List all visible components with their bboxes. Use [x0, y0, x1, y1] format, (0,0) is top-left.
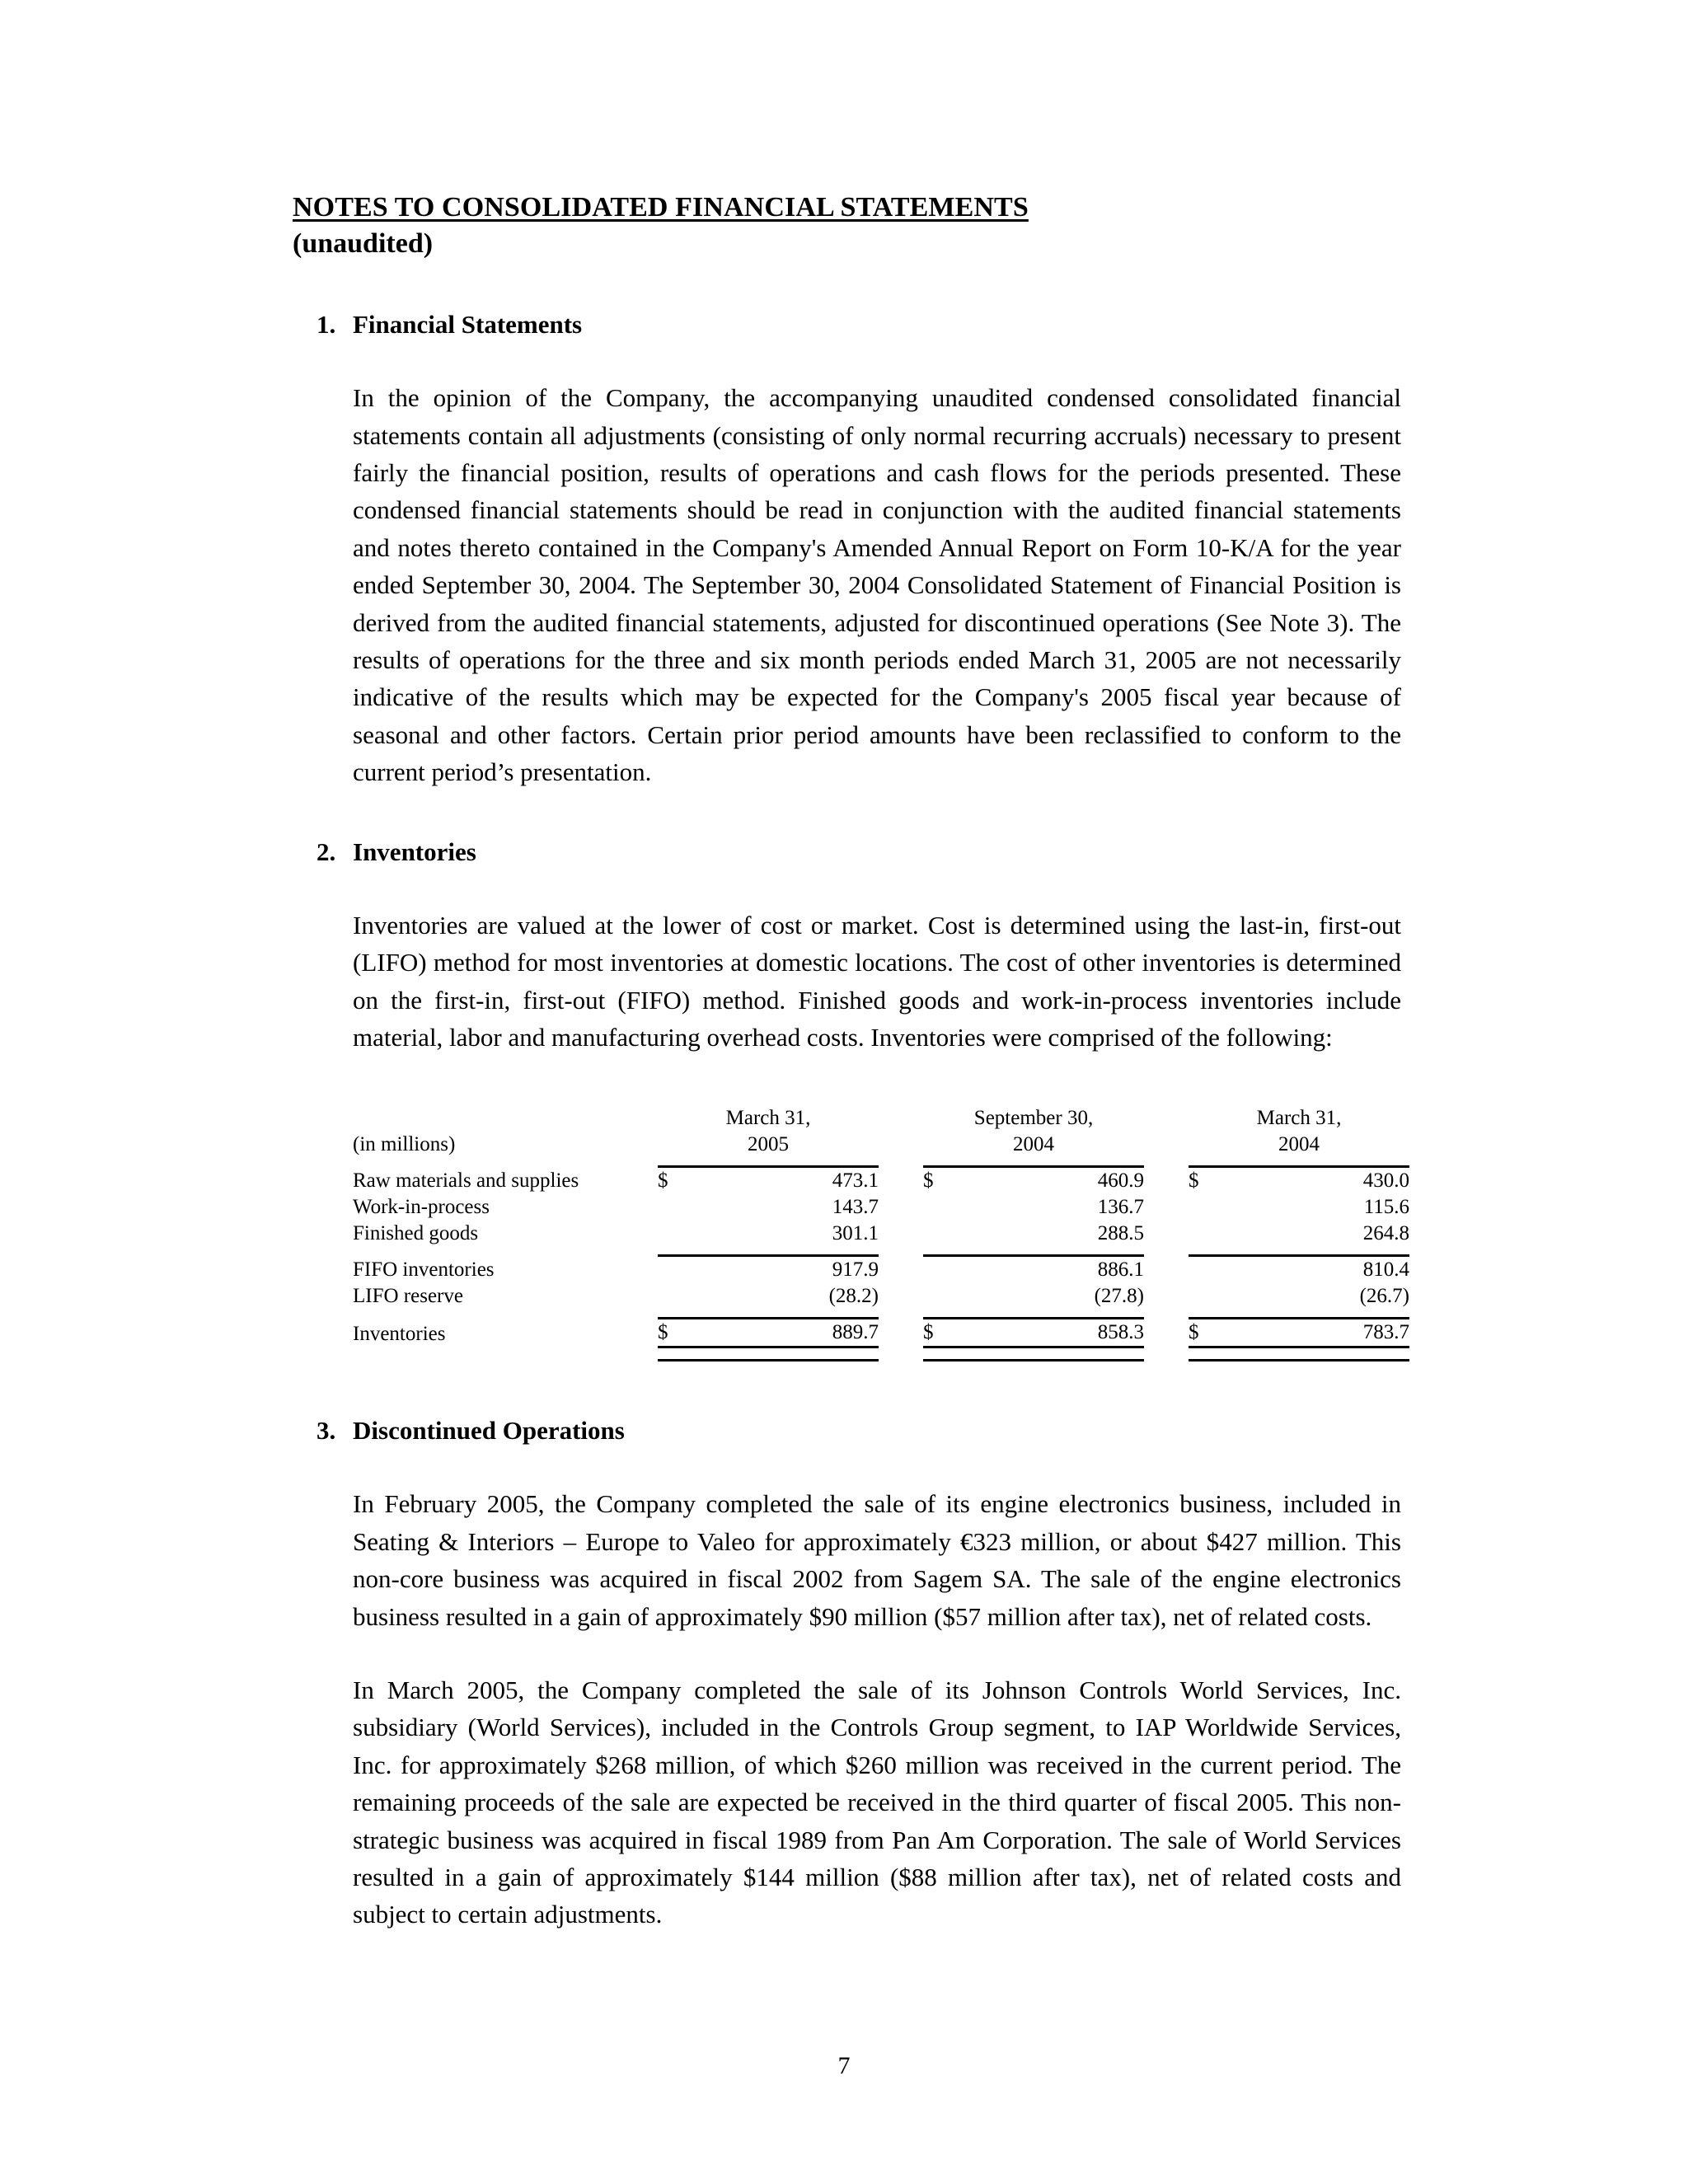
section-title-3: Discontinued Operations [353, 1416, 625, 1446]
row-label-inventories-total: Inventories [353, 1322, 446, 1345]
currency-symbol: $ [1189, 1321, 1199, 1344]
currency-symbol [1189, 1256, 1235, 1284]
cell-value: 301.1 [832, 1222, 879, 1245]
section-heading-1 [293, 310, 1401, 340]
cell-value: (27.8) [1094, 1285, 1145, 1308]
section-3-paragraph-1: In February 2005, the Company completed the sale of its engine electronics business, included in Seating & Interiors – Europe to Valeo for approximately €323 million, or about $427 million. This non-core business was acquired in fiscal 2002 from Sagem SA. The sale of the engine electronics business resulted in a gain of approximately $90 million ($57 million after tax), net of related costs. [353, 1489, 1401, 1631]
currency-symbol [658, 1283, 704, 1310]
currency-symbol [658, 1221, 704, 1247]
row-label-finished-goods: Finished goods [353, 1222, 479, 1245]
page-number: 7 [837, 2052, 851, 2079]
cell-value: 430.0 [1362, 1169, 1410, 1193]
currency-symbol [658, 1256, 704, 1284]
table-header-period-row [353, 1105, 1409, 1132]
section-3-paragraph-2: In March 2005, the Company completed the sale of its Johnson Controls World Services, Inc. subsidiary (World Services), included in the Controls Group segment, to IAP Worldwide Services, Inc. for approximately $268 million, of which $260 million was received in the current period. The remaining proceeds of the sale are expected be received in the third quarter of fiscal 2005. This non-strategic business was acquired in fiscal 1989 from Pan Am Corporation. The sale of World Services resulted in a gain of approximately $144 million ($88 million after tax), net of related costs and subject to certain adjustments. [353, 1675, 1401, 1929]
page-subtitle: (unaudited) [293, 228, 434, 260]
cell-value: 783.7 [1362, 1321, 1410, 1344]
units-label: (in millions) [353, 1133, 456, 1156]
cell-value: 473.1 [832, 1169, 879, 1193]
table-row [353, 1167, 1409, 1195]
column-header-period-1: September 30, [973, 1107, 1094, 1130]
section-number-1: 1. [316, 310, 336, 340]
table-row [353, 1221, 1409, 1247]
currency-symbol: $ [923, 1321, 934, 1344]
currency-symbol [1189, 1194, 1235, 1221]
page-title [293, 191, 1401, 224]
cell-value: 889.7 [832, 1321, 879, 1344]
section-1-paragraph-1: In the opinion of the Company, the accompanying unaudited condensed consolidated financial statements contain all adjustments (consisting of only normal recurring accruals) necessary to present fairly the financial position, results of operations and cash flows for the periods presented. These condensed financial statements should be read in conjunction with the audited financial statements and notes thereto contained in the Company's Amended Annual Report on Form 10-K/A for the year ended September 30, 2004. The September 30, 2004 Consolidated Statement of Financial Position is derived from the audited financial statements, adjusted for discontinued operations (See Note 3). The results of operations for the three and six month periods ended March 31, 2005 are not necessarily indicative of the results which may be expected for the Company's 2005 fiscal year because of seasonal and other factors. Certain prior period amounts have been reclassified to conform to the current period’s presentation. [353, 383, 1401, 787]
row-label-fifo-inventories: FIFO inventories [353, 1258, 495, 1282]
section-number-3: 3. [316, 1416, 336, 1446]
document-content [293, 191, 1410, 1933]
cell-value: (26.7) [1359, 1285, 1410, 1308]
inventory-table [353, 1105, 1409, 1361]
column-header-year-2: 2004 [1278, 1133, 1320, 1156]
section-title-2: Inventories [353, 837, 476, 866]
cell-value: 858.3 [1097, 1321, 1145, 1344]
cell-value: 917.9 [832, 1258, 879, 1282]
cell-value: 264.8 [1362, 1222, 1410, 1245]
row-label-work-in-process: Work-in-process [353, 1196, 490, 1219]
table-double-rule-under-total [353, 1347, 1409, 1361]
row-label-raw-materials: Raw materials and supplies [353, 1169, 579, 1193]
cell-value: 886.1 [1097, 1258, 1145, 1282]
currency-symbol [923, 1256, 969, 1284]
section-2-paragraph-1: Inventories are valued at the lower of cost or market. Cost is determined using the last-in, first-out (LIFO) method for most inventories at domestic locations. The cost of other inventories is determined on the first-in, first-out (FIFO) method. Finished goods and work-in-process inventories include material, labor and manufacturing overhead costs. Inventories were comprised of the following: [353, 910, 1401, 1052]
section-title-1: Financial Statements [353, 310, 583, 340]
table-row [353, 1283, 1409, 1310]
table-rule-under-headers [353, 1158, 1409, 1167]
currency-symbol [923, 1194, 969, 1221]
cell-value: (28.2) [828, 1285, 879, 1308]
section-number-2: 2. [316, 837, 336, 866]
cell-value: 810.4 [1362, 1258, 1410, 1282]
currency-symbol: $ [923, 1169, 934, 1193]
section-heading-2 [293, 837, 1401, 867]
column-header-period-2: March 31, [1256, 1107, 1342, 1130]
row-label-lifo-reserve: LIFO reserve [353, 1285, 463, 1308]
currency-symbol [658, 1194, 704, 1221]
table-header-year-row [353, 1132, 1409, 1158]
table-rule-above-total [353, 1310, 1409, 1319]
section-heading-3 [293, 1416, 1401, 1446]
currency-symbol: $ [658, 1321, 668, 1344]
table-row [353, 1256, 1409, 1284]
table-rule-above-subtotal [353, 1247, 1409, 1256]
currency-symbol: $ [658, 1169, 668, 1193]
table-row [353, 1194, 1409, 1221]
inventory-table-container [293, 1105, 1410, 1361]
cell-value: 143.7 [832, 1196, 879, 1219]
currency-symbol [923, 1283, 969, 1310]
column-header-year-0: 2005 [748, 1133, 789, 1156]
currency-symbol [1189, 1283, 1235, 1310]
column-header-period-0: March 31, [725, 1107, 811, 1130]
cell-value: 460.9 [1097, 1169, 1145, 1193]
currency-symbol: $ [1189, 1169, 1199, 1193]
cell-value: 136.7 [1097, 1196, 1145, 1219]
cell-value: 115.6 [1363, 1196, 1410, 1219]
column-header-year-1: 2004 [1013, 1133, 1054, 1156]
currency-symbol [1189, 1221, 1235, 1247]
table-row-total [353, 1319, 1409, 1347]
cell-value: 288.5 [1097, 1222, 1145, 1245]
page-title-text: NOTES TO CONSOLIDATED FINANCIAL STATEMENTS [293, 192, 1029, 223]
currency-symbol [923, 1221, 969, 1247]
